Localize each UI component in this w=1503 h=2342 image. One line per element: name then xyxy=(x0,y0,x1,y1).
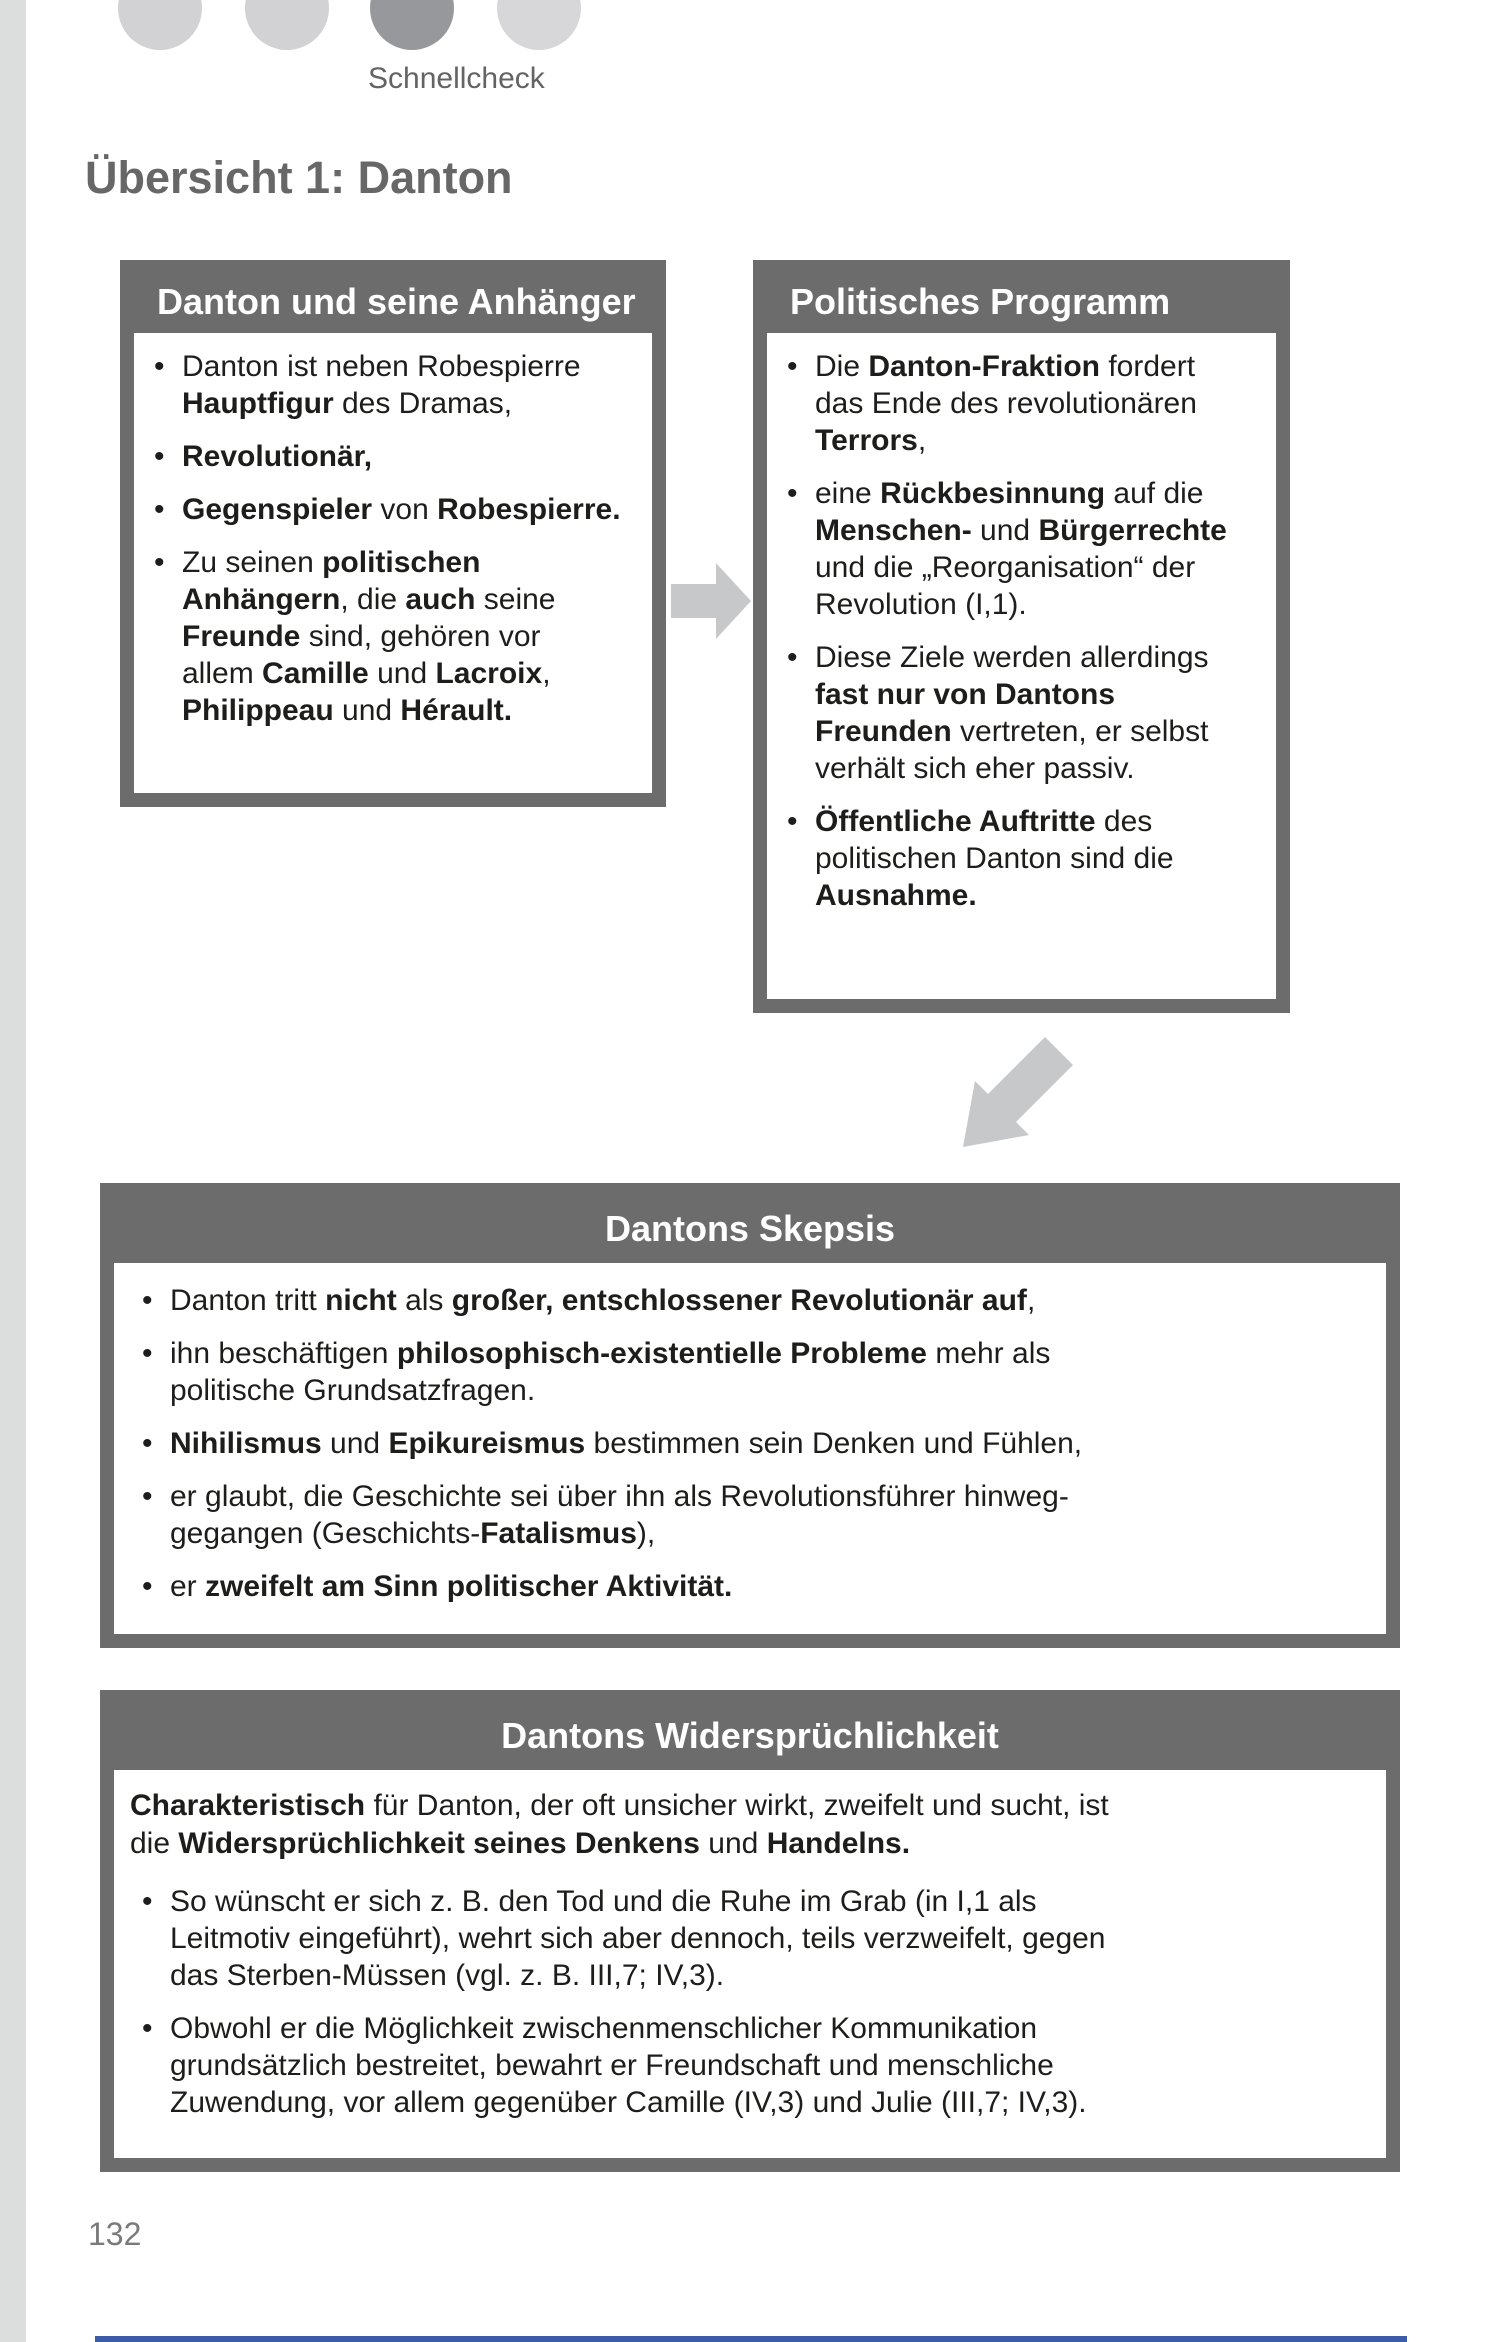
skepsis-bullet-list xyxy=(114,1262,1386,1605)
page-number: 132 xyxy=(88,2216,142,2252)
box-dantons-contradiction xyxy=(100,1690,1400,2172)
bullet-item: • er zweifelt am Sinn politischer Aktivität. xyxy=(138,1568,1346,1605)
bullet-item: • Diese Ziele werden allerdings fast nur von Dantons Freunden vertreten, er selbst verhält sich eher passiv. xyxy=(783,639,1270,787)
bullet-item: • Obwohl er die Möglichkeit zwischenmenschlicher Kommunikation grundsätzlich bestreitet, bewahrt er Freundschaft und menschliche Zuwendung, vor allem gegenüber Camille (IV,3) und Julie (III,7; IV,3). xyxy=(138,2010,1346,2121)
bullet-item: • So wünscht er sich z. B. den Tod und die Ruhe im Grab (in I,1 als Leitmotiv eingeführt), wehrt sich aber dennoch, teils verzweifelt, gegen das Sterben-Müssen (vgl. z. B. III,7; IV,3). xyxy=(138,1883,1346,1994)
bullet-item: • eine Rückbesinnung auf die Menschen- und Bürgerrechte und die „Reorganisation“ der Revolution (I,1). xyxy=(783,475,1270,623)
progress-dots xyxy=(0,0,600,60)
bullet-item: • er glaubt, die Geschichte sei über ihn als Revolutionsführer hinweg- gegangen (Geschichts-Fatalismus), xyxy=(138,1478,1346,1552)
box-dantons-contradiction-title: Dantons Widersprüchlichkeit xyxy=(113,1703,1387,1770)
box-dantons-skepsis xyxy=(100,1183,1400,1648)
followers-bullet-list xyxy=(134,332,652,729)
bullet-item: • Danton tritt nicht als großer, entschlossener Revolutionär auf, xyxy=(138,1282,1346,1319)
right-arrow-icon xyxy=(671,561,753,641)
bullet-item: • Revolutionär, xyxy=(150,438,646,475)
section-label: Schnellcheck xyxy=(368,62,545,95)
page-title: Übersicht 1: Danton xyxy=(85,152,513,203)
bullet-item: • Danton ist neben Robespierre Hauptfigur des Dramas, xyxy=(150,348,646,422)
contradiction-intro-text: Charakteristisch für Danton, der oft unsicher wirkt, zweifelt und sucht, ist die Widersprüchlichkeit seines Denkens und Handelns. xyxy=(130,1789,1109,1860)
bullet-item: • Zu seinen politischen Anhängern, die auch seine Freunde sind, gehören vor allem Camille und Lacroix, Philippeau und Hérault. xyxy=(150,544,646,729)
box-danton-followers-title: Danton und seine Anhänger xyxy=(133,273,653,333)
progress-dot xyxy=(370,0,454,50)
box-danton-followers xyxy=(120,260,666,807)
progress-dot xyxy=(118,0,202,50)
contradiction-bullet-list xyxy=(114,1863,1386,2121)
bullet-item: • ihn beschäftigen philosophisch-existentielle Probleme mehr als politische Grundsatzfragen. xyxy=(138,1335,1346,1409)
down-left-arrow-icon xyxy=(948,1032,1078,1162)
box-political-program-title: Politisches Programm xyxy=(766,273,1277,333)
box-dantons-skepsis-title: Dantons Skepsis xyxy=(113,1196,1387,1263)
bullet-item: • Die Danton-Fraktion fordert das Ende des revolutionären Terrors, xyxy=(783,348,1270,459)
progress-dot xyxy=(245,0,329,50)
box-political-program xyxy=(753,260,1290,1013)
program-bullet-list xyxy=(767,332,1276,914)
bullet-item: • Gegenspieler von Robespierre. xyxy=(150,491,646,528)
page-edge-strip xyxy=(0,0,26,2342)
bottom-rule xyxy=(95,2336,1407,2342)
bullet-item: • Öffentliche Auftritte des politischen Danton sind die Ausnahme. xyxy=(783,803,1270,914)
progress-dot xyxy=(497,0,581,50)
bullet-item: • Nihilismus und Epikureismus bestimmen sein Denken und Fühlen, xyxy=(138,1425,1346,1462)
